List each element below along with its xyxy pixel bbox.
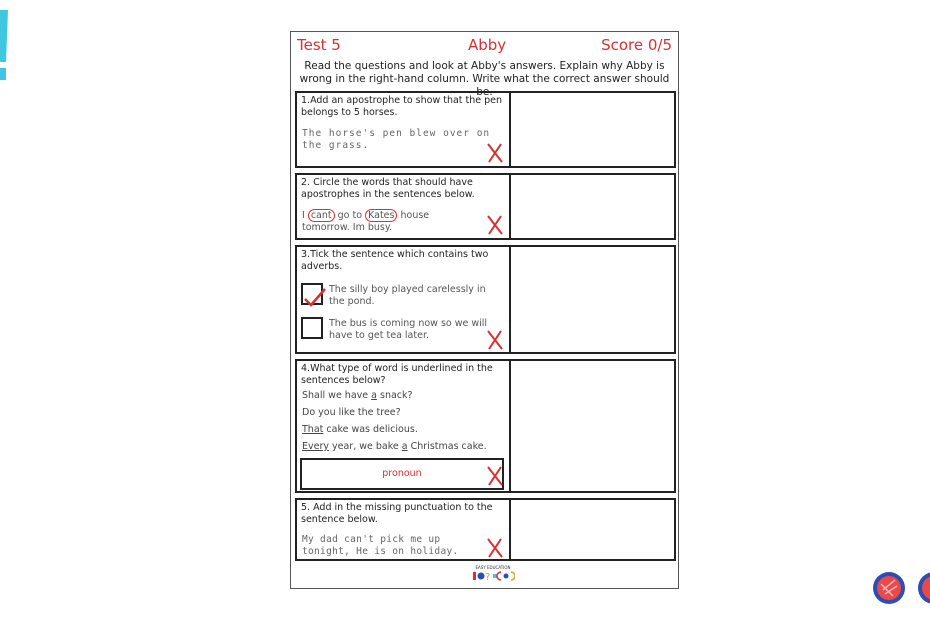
test-label: Test 5 — [297, 36, 341, 54]
sentence-2: Do you like the tree? — [302, 407, 401, 418]
question-3 — [295, 245, 676, 354]
brand-logo-icon — [471, 570, 515, 582]
explanation-area-2[interactable] — [511, 175, 674, 238]
red-tick-icon — [301, 283, 327, 309]
question-3-left — [297, 247, 511, 352]
question-2-answer — [302, 210, 477, 234]
instructions: Read the questions and look at Abby's answers. Explain why Abby is wrong in the right-hand column. Write what the correct answer should be. — [299, 60, 670, 98]
scribble-icon — [873, 572, 905, 604]
explanation-area-3[interactable] — [511, 247, 674, 352]
question-1 — [295, 91, 676, 168]
question-1-text: 1.Add an apostrophe to show that the pen belongs to 5 horses. — [301, 95, 503, 118]
underlined-word: a — [401, 441, 408, 452]
circled-word: cant — [308, 209, 335, 222]
explanation-area-4[interactable] — [511, 361, 674, 491]
question-5-left — [297, 500, 511, 559]
wrong-cross-icon — [486, 537, 504, 559]
worksheet — [290, 31, 679, 589]
underlined-word: a — [371, 390, 377, 401]
sentence-3 — [302, 424, 418, 435]
wrong-cross-icon — [486, 329, 504, 351]
sentence-part: cake was delicious. — [323, 424, 418, 435]
sentence-part: Shall we have — [302, 390, 372, 401]
student-name: Abby — [468, 36, 507, 54]
question-4 — [295, 359, 676, 493]
wrong-cross-icon — [486, 142, 504, 164]
corner-button-2[interactable] — [918, 572, 930, 604]
edge-decoration — [0, 10, 10, 82]
circled-word: Kates — [365, 209, 397, 222]
question-1-answer: The horse's pen blew over on the grass. — [302, 128, 491, 151]
question-4-text: 4.What type of word is underlined in the sentences below? — [301, 363, 493, 386]
answer-text: house tomorrow. Im busy. — [302, 210, 430, 233]
question-2-text: 2. Circle the words that should have apostrophes in the sentences below. — [301, 177, 475, 200]
wrong-cross-icon — [486, 465, 504, 487]
sentence-part: year, we bake — [329, 441, 402, 452]
question-2-left — [297, 175, 511, 238]
option-1-text: The silly boy played carelessly in the pond. — [329, 284, 486, 307]
scribble-icon — [918, 572, 930, 604]
sentence-part: snack? — [376, 390, 413, 401]
svg-text:?: ? — [485, 572, 491, 582]
sentence-4 — [302, 441, 487, 452]
question-1-left — [297, 93, 511, 166]
question-5-answer: My dad can't pick me up tonight, He is on holiday. — [302, 534, 459, 557]
option-2-text: The bus is coming now so we will have to get tea later. — [329, 318, 488, 341]
sentence-part: Christmas cake. — [407, 441, 487, 452]
question-2 — [295, 173, 676, 240]
answer-text: go to — [334, 210, 366, 221]
question-3-text: 3.Tick the sentence which contains two adverbs. — [301, 249, 489, 272]
underlined-word: Every — [302, 441, 329, 452]
underlined-word: That — [302, 424, 324, 435]
question-5 — [295, 498, 676, 561]
option-1-checkbox[interactable] — [301, 283, 323, 305]
question-4-left — [297, 361, 511, 491]
question-5-text: 5. Add in the missing punctuation to the sentence below. — [301, 502, 493, 525]
answer-text: I — [302, 210, 308, 221]
answer-box[interactable] — [300, 458, 504, 490]
explanation-area-1[interactable] — [511, 93, 674, 166]
option-2-checkbox[interactable] — [301, 317, 323, 339]
footer-brand: EASY EDUCATION — [475, 565, 511, 570]
explanation-area-5[interactable] — [511, 500, 674, 559]
question-4-answer: pronoun — [382, 468, 422, 479]
corner-button[interactable] — [873, 572, 905, 604]
wrong-cross-icon — [486, 214, 504, 236]
footer-logo — [471, 565, 515, 581]
score: Score 0/5 — [601, 36, 672, 54]
sentence-1 — [302, 390, 413, 401]
